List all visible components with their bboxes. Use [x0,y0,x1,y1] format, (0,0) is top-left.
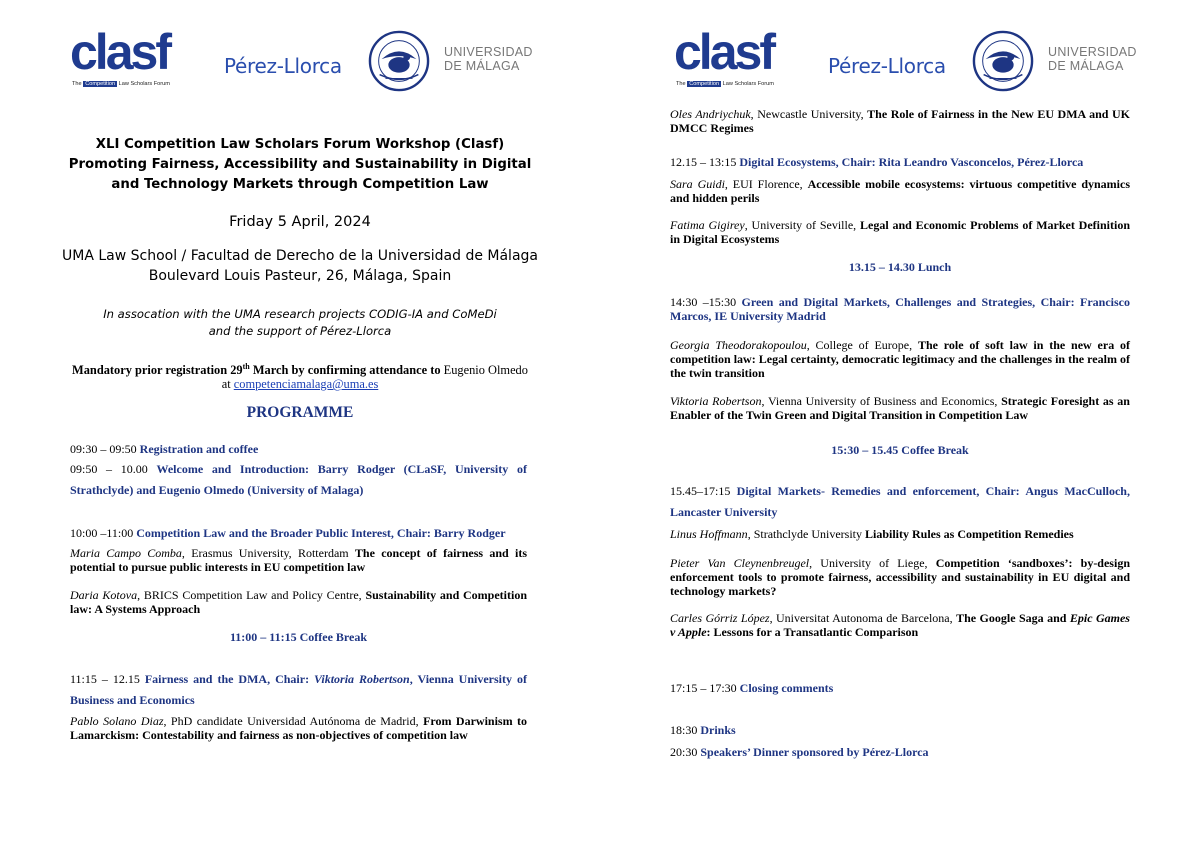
uma-wordmark [444,45,533,73]
lunch-break: 13.15 – 14.30 Lunch [848,260,952,274]
session-public-interest [70,526,527,540]
talk-title: Competition ‘sandboxes’: by-design enforcement tools to promote fairness, accessibility and sustainability in EU digital and technology markets? [670,556,1130,598]
session-title: Registration and coffee [139,442,259,456]
session-closing [670,681,1130,695]
talk-title: Accessible mobile ecosystems: virtuous competitive dynamics and hidden perils [670,177,1130,205]
association-note [60,306,540,340]
uma-wordmark [1048,45,1137,73]
speaker-name: Viktoria Robertson [670,394,762,408]
clasf-tag-post: Law Scholars Forum [722,81,774,87]
session-digital-ecosystems [670,155,1130,169]
talk-item [670,218,1130,246]
talk-item [670,556,1130,598]
university-seal-icon [972,30,1034,92]
speaker-name: Fatima Gigirey [670,218,745,232]
speaker-affiliation: , Newcastle University, [750,107,868,121]
speaker-affiliation: , Vienna University of Business and Economics, [761,394,1002,408]
speaker-affiliation: , College of Europe, [806,338,918,352]
talk-item [670,394,1130,422]
talk-item [670,338,1130,380]
speaker-affiliation: , University of Seville, [744,218,860,232]
speaker-name: Maria Campo Comba [70,546,182,560]
clasf-tag-pre: The [676,81,686,87]
clasf-tag-post: Law Scholars Forum [118,81,170,87]
talk-title: The concept of fairness and its potential to pursue public interests in EU competition law [70,546,527,574]
talk-title: Strategic Foresight as an Enabler of the Twin Green and Digital Transition in Competition Law [670,394,1130,422]
session-fairness-dma [70,669,527,711]
talk-title: Legal and Economic Problems of Market Definition in Digital Ecosystems [670,218,1131,246]
perez-llorca-logo: Pérez-Llorca [828,54,946,78]
coffee-break-1: 11:00 – 11:15 Coffee Break [229,630,368,644]
clasf-tag-highlight: Competition [85,81,116,87]
session-title: Digital Ecosystems, Chair: Rita Leandro Vasconcelos, Pérez-Llorca [739,155,1084,169]
speaker-name: Pieter Van Cleynenbreugel [670,556,810,570]
session-title: Welcome and Introduction: Barry Rodger (CLaSF, University of Strathclyde) and Eugenio Olmedo (University of Malaga) [70,462,527,497]
clasf-tagline [72,81,170,87]
logo-row [674,24,1137,92]
clasf-tag-highlight: Competition [689,81,720,87]
venue-line-2: Boulevard Louis Pasteur, 26, Málaga, Spain [148,268,452,284]
venue [40,246,560,286]
uma-line-2: DE MÁLAGA [1048,59,1124,73]
talk-title: Sustainability and Competition law: A Systems Approach [70,588,527,616]
speaker-name: Pablo Solano Diaz [70,714,164,728]
talk-title: The Role of Fairness in the New EU DMA and UK DMCC Regimes [670,107,1131,135]
session-time: 12.15 – 13:15 [670,155,740,169]
session-title: Drinks [700,723,736,737]
session-time: 14:30 –15:30 [670,295,742,309]
talk-item [670,527,1130,541]
session-chair: Viktoria Robertson [314,672,410,686]
registration-text-b: March by confirming attendance to [249,363,441,378]
logo-row [70,24,533,92]
clasf-wordmark: clasf [70,24,169,80]
session-green-digital [670,295,1130,323]
session-title: Speakers’ Dinner sponsored by Pérez-Llorca [700,745,929,759]
session-registration [70,442,527,456]
talk-title: The Google Saga and [956,611,1070,625]
speaker-affiliation: , Universitat Autonoma de Barcelona, [769,611,957,625]
session-welcome [70,459,527,501]
session-time: 15.45–17:15 [670,484,737,498]
talk-item [670,611,1130,639]
speaker-name: Oles Andriychuk [670,107,751,121]
session-time: 11:15 – 12.15 [70,672,145,686]
talk-title-rest: : Lessons for a Transatlantic Comparison [706,625,919,639]
speaker-name: Sara Guidi [670,177,725,191]
clasf-tag-pre: The [72,81,82,87]
registration-note [60,360,540,391]
session-title: Fairness and the DMA, Chair: [144,672,315,686]
session-title: Competition Law and the Broader Public Interest, Chair: Barry Rodger [136,526,506,540]
registration-at: at [221,377,234,392]
university-seal-icon [368,30,430,92]
registration-email-link[interactable]: competenciamalaga@uma.es [233,377,379,392]
talk-title: Liability Rules as Competition Remedies [865,527,1074,541]
venue-line-1: UMA Law School / Facultad de Derecho de la Universidad de Málaga [62,248,538,264]
session-title: Closing comments [739,681,834,695]
perez-llorca-logo: Pérez-Llorca [224,54,342,78]
speaker-name: Georgia Theodorakopoulou [670,338,807,352]
session-remedies [670,481,1130,523]
speaker-affiliation: , EUI Florence, [724,177,808,191]
speaker-affiliation: , Erasmus University, Rotterdam [181,546,355,560]
workshop-title: XLI Competition Law Scholars Forum Workshop (Clasf) Promoting Fairness, Accessibility and Sustainability in Digital and Technology Markets through Competition Law [68,137,532,192]
programme-heading: PROGRAMME [246,404,354,421]
coffee-break-2: 15:30 – 15.45 Coffee Break [831,443,969,457]
registration-contact: Eugenio Olmedo [440,363,528,378]
session-drinks [670,723,1130,737]
association-line-1: In assocation with the UMA research projects CODIG-IA and CoMeDi [103,307,497,321]
association-line-2: and the support of Pérez-Llorca [208,324,392,338]
registration-sup: th [242,362,250,371]
session-time: 09:50 – 10.00 [70,462,157,476]
session-dinner [670,745,1130,759]
speaker-affiliation: , Strathclyde University [747,527,865,541]
speaker-name: Carles Górriz López [670,611,770,625]
speaker-affiliation: , University of Liege, [809,556,936,570]
clasf-logo [70,24,190,92]
talk-title-italic: Epic Games v Apple [670,611,1130,639]
talk-item [70,714,527,742]
session-time: 10:00 –11:00 [70,526,137,540]
clasf-logo [674,24,794,92]
talk-item [670,107,1130,135]
session-time: 18:30 [670,723,701,737]
uma-line-2: DE MÁLAGA [444,59,520,73]
uma-line-1: UNIVERSIDAD [444,45,533,59]
uma-line-1: UNIVERSIDAD [1048,45,1137,59]
clasf-tagline [676,81,774,87]
speaker-affiliation: , PhD candidate Universidad Autónoma de Madrid, [163,714,424,728]
speaker-name: Daria Kotova [70,588,138,602]
session-time: 09:30 – 09:50 [70,442,140,456]
registration-text-a: Mandatory prior registration 29 [72,363,243,378]
session-title-rest: , Vienna University of Business and Economics [70,672,527,707]
talk-item [670,177,1130,205]
talk-item [70,546,527,574]
session-title: Digital Markets- Remedies and enforcement, Chair: Angus MacCulloch, Lancaster University [670,484,1130,519]
talk-title: From Darwinism to Lamarckism: Contestability and fairness as non-objectives of competition law [70,714,527,742]
workshop-date: Friday 5 April, 2024 [229,214,371,230]
session-time: 17:15 – 17:30 [670,681,740,695]
talk-item [70,588,527,616]
session-title: Green and Digital Markets, Challenges and Strategies, Chair: Francisco Marcos, IE University Madrid [670,295,1130,323]
session-time: 20:30 [670,745,701,759]
clasf-wordmark: clasf [674,24,773,80]
talk-title: The role of soft law in the new era of competition law: Legal certainty, democratic legitimacy and the challenges in the realm of the twin transition [670,338,1130,380]
speaker-affiliation: , BRICS Competition Law and Policy Centre, [137,588,366,602]
speaker-name: Linus Hoffmann [670,527,748,541]
